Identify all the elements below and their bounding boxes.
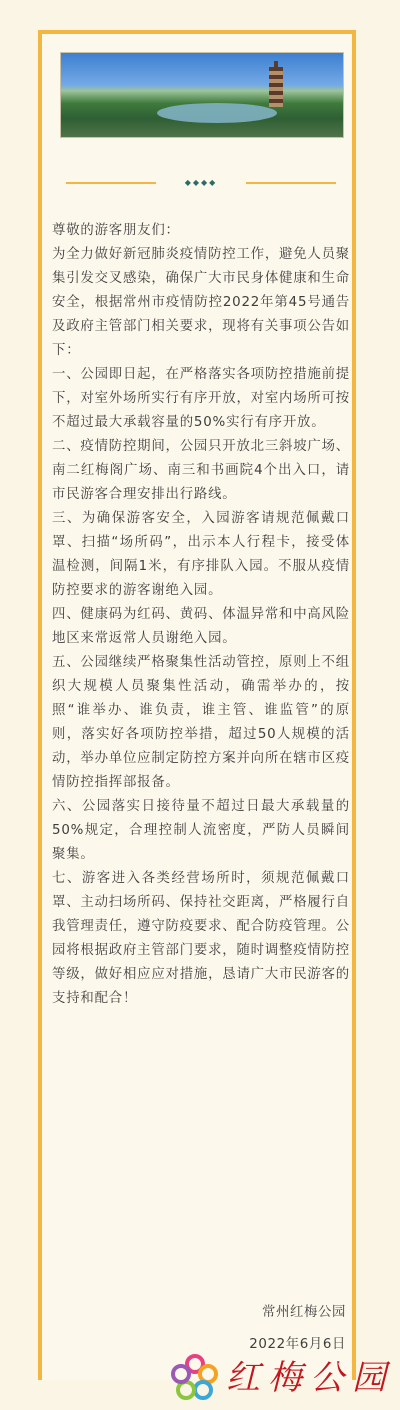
paragraph-3: 三、为确保游客安全，入园游客请规范佩戴口罩、扫描“场所码”，出示本人行程卡，接受体温检测，间隔1米，有序排队入园。不服从疫情防控要求的游客谢绝入园。 (52, 511, 350, 598)
ornament-divider (66, 177, 336, 189)
logo-text: 红梅公园 (226, 1358, 394, 1398)
flower-logo-icon (168, 1352, 222, 1404)
paragraph-7: 七、游客进入各类经营场所时，须规范佩戴口罩、主动扫场所码、保持社交距离，严格履行自我管理责任，遵守防疫要求、配合防疫管理。公园将根据政府主管部门要求，随时调整疫情防控等级，做好相应应对措施，恳请广大市民游客的支持和配合！ (52, 871, 351, 1006)
park-logo (168, 1352, 394, 1404)
divider-line-left (66, 182, 156, 184)
signature-date: 2022年6月6日 (249, 1337, 346, 1352)
signature-org: 常州红梅公园 (262, 1305, 346, 1320)
paragraph-2: 二、疫情防控期间，公园只开放北三斜坡广场、南二红梅阁广场、南三和书画院4个出入口，请市民游客合理安排出行路线。 (52, 439, 351, 502)
divider-line-right (246, 182, 336, 184)
paragraph-intro: 为全力做好新冠肺炎疫情防控工作，避免人员聚集引发交叉感染，确保广大市民身体健康和生命安全，根据常州市疫情防控2022年第45号通告及政府主管部门相关要求，现将有关事项公告如下： (52, 247, 351, 358)
pond (157, 103, 277, 123)
notice-body (52, 219, 350, 1011)
park-photo (60, 52, 344, 138)
pagoda (269, 67, 283, 107)
paragraph-4: 四、健康码为红码、黄码、体温异常和中高风险地区来常返常人员谢绝入园。 (52, 607, 351, 646)
paragraph-1: 一、公园即日起，在严格落实各项防控措施前提下，对室外场所实行有序开放，对室内场所可按不超过最大承载容量的50%实行有序开放。 (52, 367, 351, 430)
paragraph-5: 五、公园继续严格聚集性活动管控，原则上不组织大规模人员聚集性活动，确需举办的，按照“谁举办、谁负责，谁主管、谁监管”的原则，落实好各项防控举措，超过50人规模的活动，举办单位应制定防控方案并向所在辖市区疫情防控指挥部报备。 (52, 655, 351, 790)
greeting: 尊敬的游客朋友们： (52, 223, 180, 238)
paragraph-6: 六、公园落实日接待量不超过日最大承载量的50%规定，合理控制人流密度，严防人员瞬间聚集。 (52, 799, 350, 862)
divider-dots: ◆◆◆◆ (184, 178, 218, 187)
